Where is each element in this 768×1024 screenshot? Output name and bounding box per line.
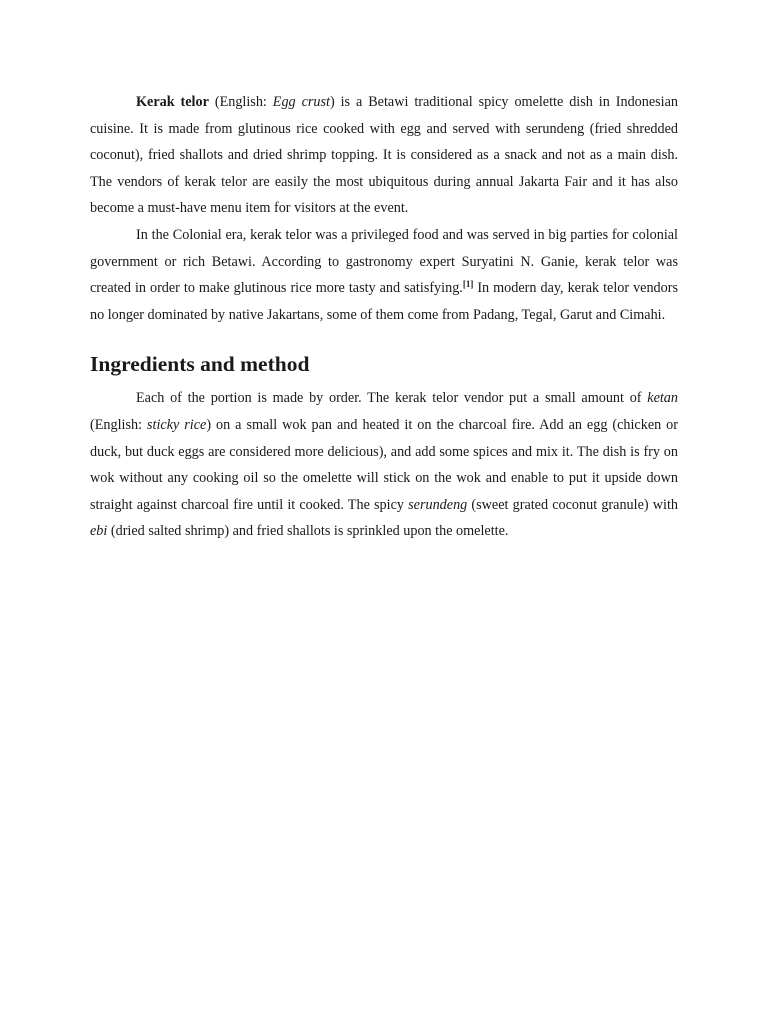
term-kerak-telor: Kerak telor bbox=[136, 94, 209, 110]
english-term-egg-crust: Egg crust bbox=[272, 94, 330, 110]
history-text-2: In modern day, kerak telor vendors no longer dominated by native Jakartans, some of them come from Padang, Tegal, Garut and Cimahi. bbox=[90, 280, 678, 323]
intro-text: is a Betawi traditional spicy omelette dish in Indonesian cuisine. It is made from glutinous rice cooked with egg and served with serundeng (fried shredded coconut), fried shallots and dried shrimp topping. It is considered as a snack and not as a main dish. The vendors of kerak telor are easily the most ubiquitous during annual Jakarta Fair and it has also become a must-have menu item for visitors at the event. bbox=[90, 94, 679, 217]
english-open: (English: bbox=[214, 94, 273, 110]
method-text-4: (sweet grated coconut granule) with bbox=[467, 496, 678, 513]
method-paragraph bbox=[90, 385, 678, 545]
method-text-5: (dried salted shrimp) and fried shallots is sprinkled upon the omelette. bbox=[107, 523, 509, 540]
reference-marker[interactable]: [1] bbox=[462, 279, 474, 290]
method-text-1: Each of the portion is made by order. The kerak telor vendor put a small amount of bbox=[136, 390, 648, 407]
term-serundeng: serundeng bbox=[408, 496, 468, 513]
term-ketan: ketan bbox=[647, 390, 678, 407]
method-text-3: ) on a small wok pan and heated it on the charcoal fire. Add an egg (chicken or duck, but duck eggs are considered more delicious), and add some spices and mix it. The dish is fry on wok without any cooking oil so the omelette will stick on the wok and enable to put it upside down straight against charcoal fire until it cooked. The spicy bbox=[90, 416, 679, 513]
term-ebi: ebi bbox=[90, 523, 108, 540]
method-text-2: (English: bbox=[90, 416, 147, 433]
intro-paragraph bbox=[90, 89, 678, 222]
term-sticky-rice: sticky rice bbox=[147, 416, 207, 433]
english-close: ) bbox=[329, 94, 335, 110]
document-page bbox=[90, 89, 678, 545]
history-text-1: In the Colonial era, kerak telor was a privileged food and was served in big parties for colonial government or rich Betawi. According to gastronomy expert Suryatini N. Ganie, kerak telor was created in order to make glutinous rice more tasty and satisfying. bbox=[90, 226, 678, 297]
section-heading-ingredients: Ingredients and method bbox=[90, 352, 310, 377]
history-paragraph bbox=[90, 222, 678, 328]
